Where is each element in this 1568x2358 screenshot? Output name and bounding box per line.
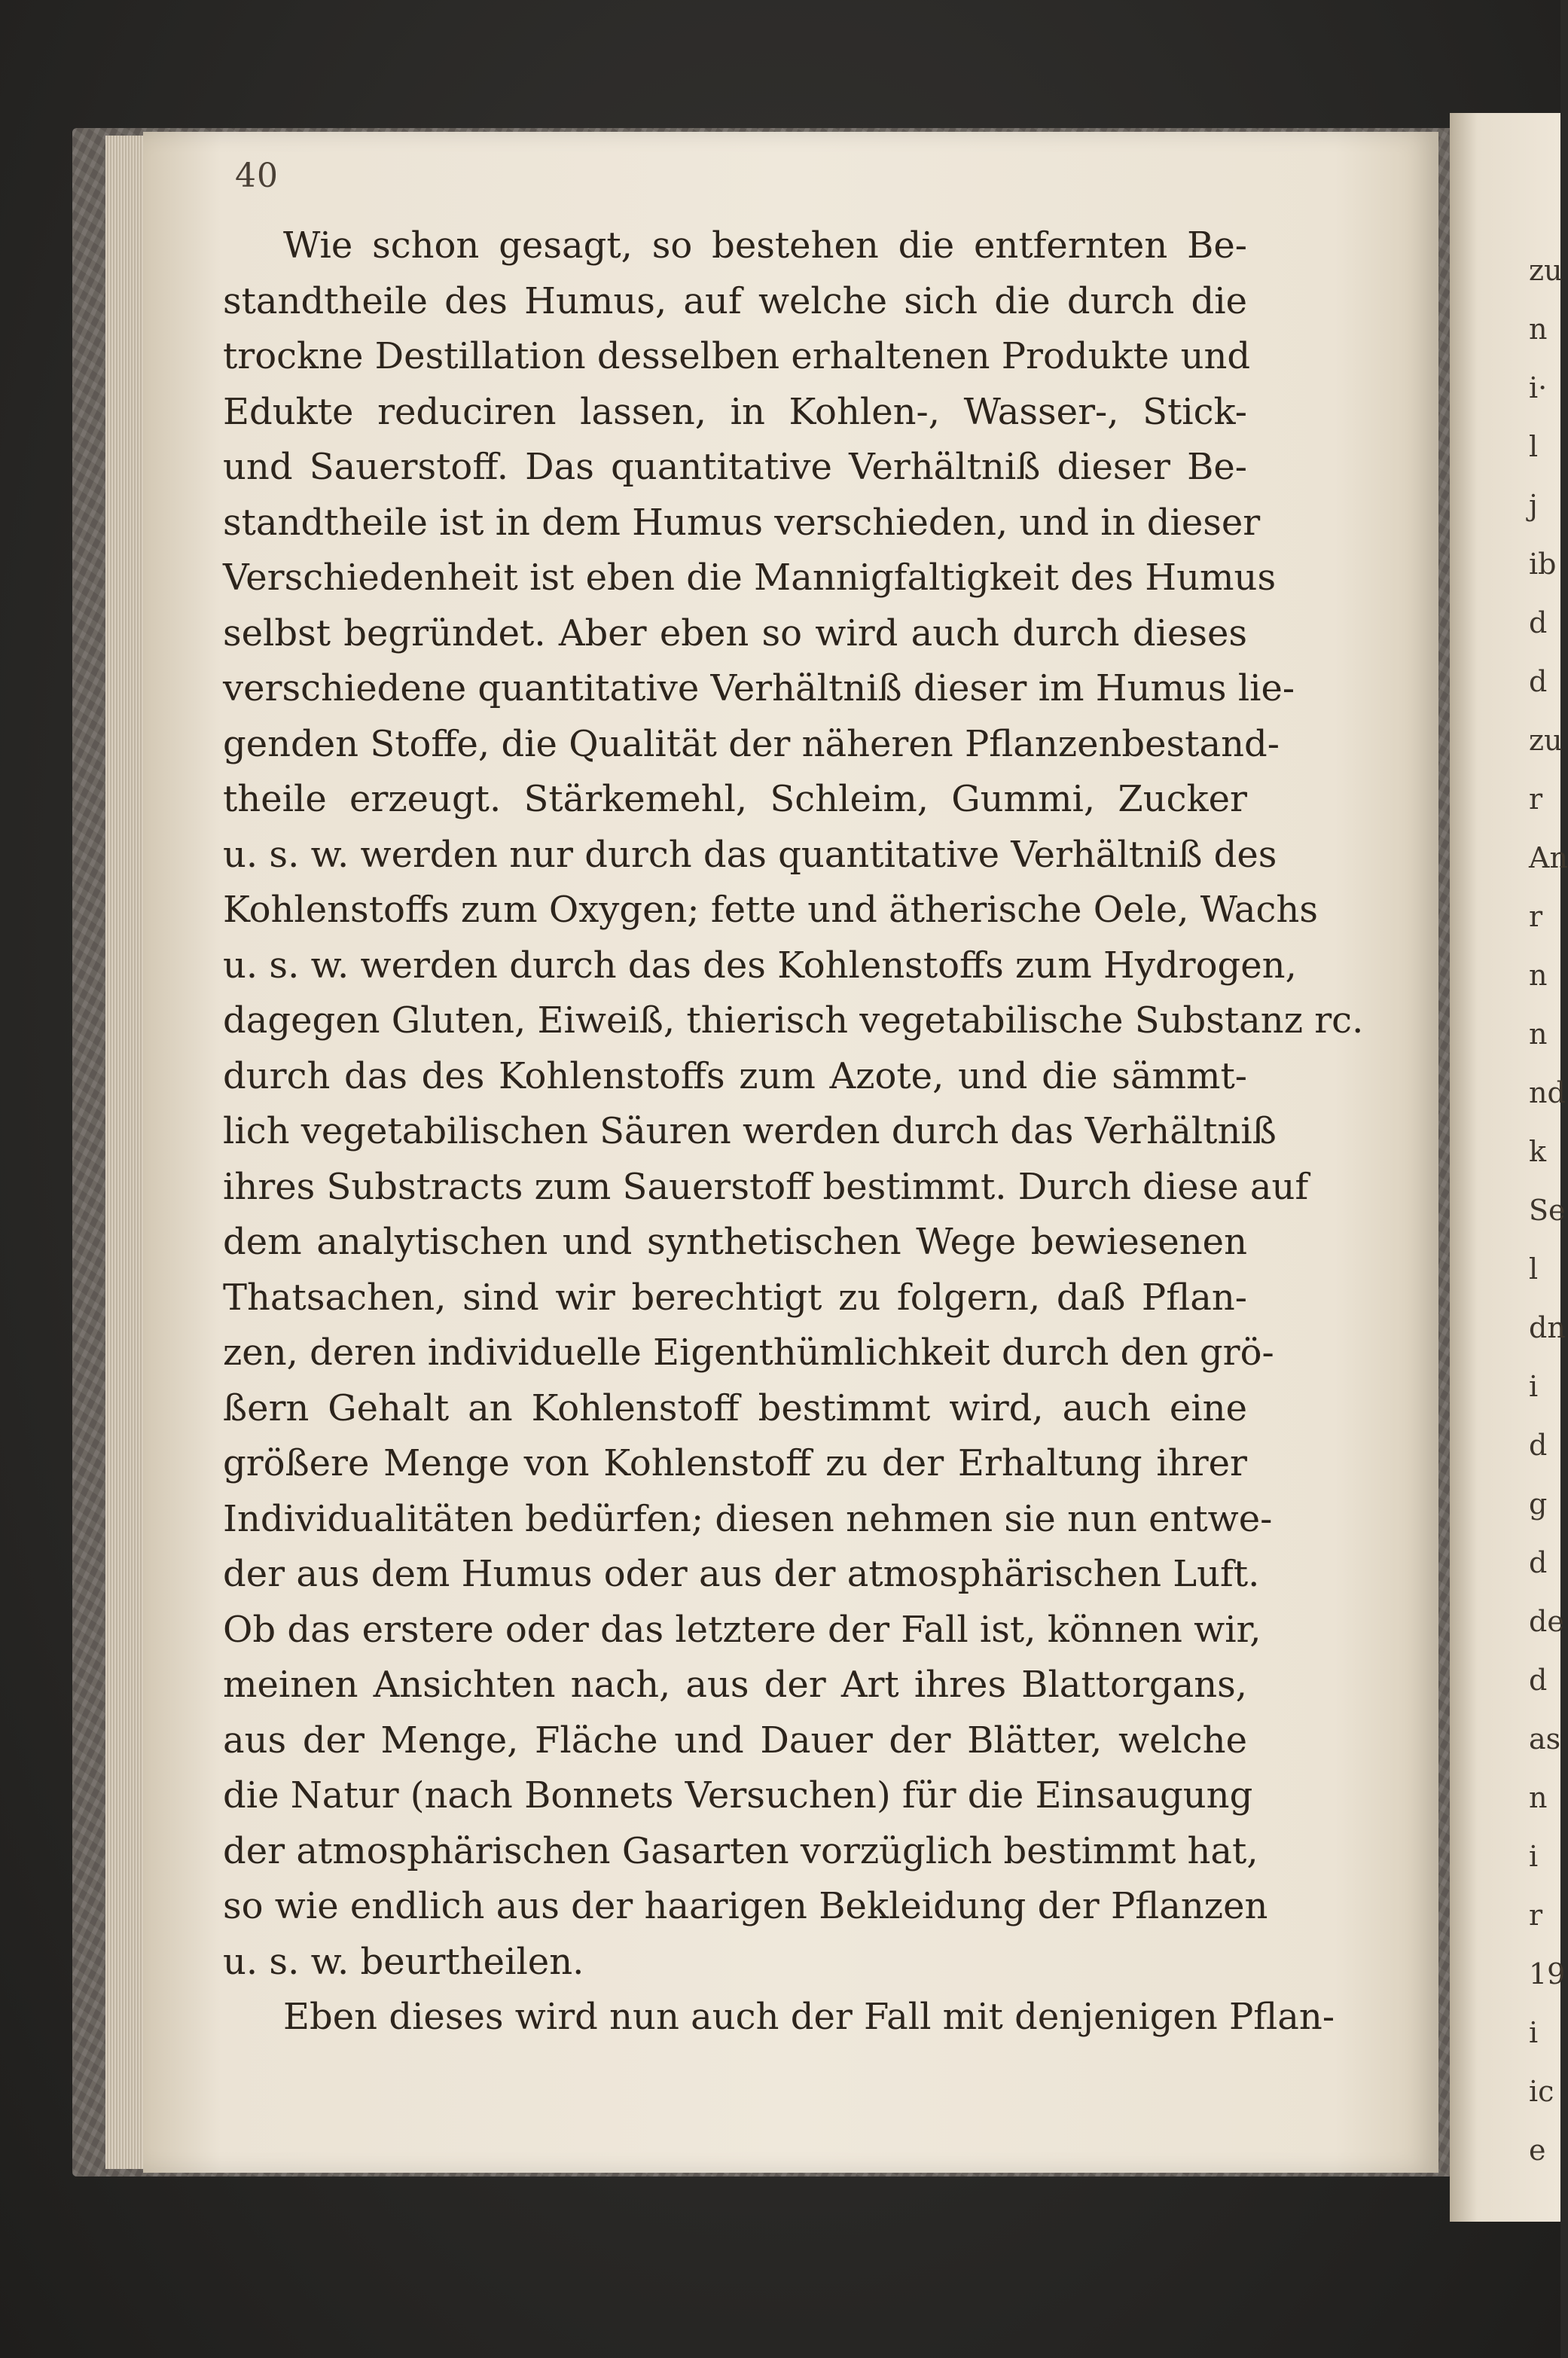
facing-page-fragment: d <box>1529 665 1548 698</box>
text-line: so wie endlich aus der haarigen Bekleidung der Pflanzen <box>223 1885 1268 1927</box>
text-line: ßern Gehalt an Kohlenstoff bestimmt wird, auch eine <box>223 1386 1247 1429</box>
facing-page-fragment: l <box>1529 430 1539 463</box>
facing-page-fragment: k <box>1529 1135 1547 1168</box>
text-line: u. s. w. werden nur durch das quantitative Verhältniß des <box>223 833 1277 876</box>
facing-page-fragment: zu <box>1529 254 1563 287</box>
text-line: Individualitäten bedürfen; diesen nehmen sie nun entwe- <box>223 1497 1273 1540</box>
text-line: meinen Ansichten nach, aus der Art ihres Blattorgans, <box>223 1664 1247 1706</box>
facing-page-fragment: r <box>1529 782 1543 816</box>
text-line: aus der Menge, Fläche und Dauer der Blätter, welche <box>223 1719 1247 1762</box>
text-line: standtheile ist in dem Humus verschieden, und in dieser <box>223 501 1261 544</box>
facing-page-fragment: r <box>1529 900 1543 933</box>
facing-page-fragment: n <box>1529 1017 1548 1051</box>
facing-page-fragment: n <box>1529 959 1548 992</box>
text-line: selbst begründet. Aber eben so wird auch durch dieses <box>223 612 1247 654</box>
facing-page-fragment: n <box>1529 313 1548 346</box>
facing-page-fragment: de <box>1529 1605 1564 1638</box>
facing-page-fragment: g <box>1529 1487 1548 1521</box>
page-number: 40 <box>235 157 279 195</box>
facing-page-fragment: n <box>1529 1781 1548 1814</box>
facing-page-fragment: d <box>1529 1546 1548 1579</box>
text-line: dem analytischen und synthetischen Wege bewiesenen <box>223 1221 1247 1263</box>
text-line: verschiedene quantitative Verhältniß dieser im Humus lie- <box>223 667 1295 709</box>
page-body-text <box>223 218 1364 2045</box>
facing-page-fragment: j <box>1529 489 1538 522</box>
text-line: Wie schon gesagt, so bestehen die entfernten Be- <box>283 224 1247 267</box>
facing-page-fragment: i <box>1529 1840 1539 1873</box>
text-line: u. s. w. beurtheilen. <box>223 1940 584 1983</box>
facing-page-fragment: d <box>1529 1664 1548 1697</box>
text-line: Kohlenstoffs zum Oxygen; fette und ätherische Oele, Wachs <box>223 889 1318 931</box>
text-line: Ob das erstere oder das letztere der Fall ist, können wir, <box>223 1608 1261 1651</box>
text-line: trockne Destillation desselben erhaltenen Produkte und <box>223 335 1251 377</box>
text-line: und Sauerstoff. Das quantitative Verhältniß dieser Be- <box>223 446 1247 488</box>
text-line: die Natur (nach Bonnets Versuchen) für die Einsaugung <box>223 1774 1253 1817</box>
text-line: der aus dem Humus oder aus der atmosphärischen Luft. <box>223 1553 1260 1595</box>
facing-page-fragment: e <box>1529 2134 1546 2167</box>
facing-page-fragment: as <box>1529 1722 1561 1756</box>
facing-page-fragment: 19 <box>1529 1957 1566 1990</box>
text-line: genden Stoffe, die Qualität der näheren Pflanzenbestand- <box>223 722 1280 765</box>
text-line: ihres Substracts zum Sauerstoff bestimmt. Durch diese auf <box>223 1165 1309 1208</box>
facing-page-fragment: dn <box>1529 1311 1566 1344</box>
facing-page-fragment: r <box>1529 1899 1543 1932</box>
facing-page-fragment: ib <box>1529 548 1557 581</box>
facing-page-fragment: ic <box>1529 2075 1554 2108</box>
facing-page-fragment: i <box>1529 2016 1539 2049</box>
text-line: zen, deren individuelle Eigenthümlichkeit durch den grö- <box>223 1332 1274 1374</box>
text-line: Eben dieses wird nun auch der Fall mit denjenigen Pflan- <box>283 1996 1335 2038</box>
text-line: Edukte reduciren lassen, in Kohlen-, Wasser-, Stick- <box>223 390 1247 433</box>
text-line: standtheile des Humus, auf welche sich die durch die <box>223 279 1247 322</box>
facing-page-fragment: An <box>1529 841 1568 874</box>
facing-page-fragment: nd <box>1529 1076 1566 1109</box>
text-line: größere Menge von Kohlenstoff zu der Erhaltung ihrer <box>223 1442 1247 1484</box>
text-line: theile erzeugt. Stärkemehl, Schleim, Gummi, Zucker <box>223 778 1247 820</box>
text-line: durch das des Kohlenstoffs zum Azote, und die sämmt- <box>223 1054 1247 1097</box>
text-line: der atmosphärischen Gasarten vorzüglich bestimmt hat, <box>223 1829 1258 1872</box>
facing-page-fragment: d <box>1529 606 1548 639</box>
text-line: Verschiedenheit ist eben die Mannigfaltigkeit des Humus <box>223 557 1277 599</box>
facing-page-fragment: i· <box>1529 371 1548 404</box>
facing-page-fragment: d <box>1529 1429 1548 1462</box>
facing-page-fragment: Se <box>1529 1194 1566 1227</box>
facing-page-fragment: i <box>1529 1370 1539 1403</box>
text-line: u. s. w. werden durch das des Kohlenstoffs zum Hydrogen, <box>223 944 1297 987</box>
facing-page-fragment: l <box>1529 1252 1539 1286</box>
text-line: lich vegetabilischen Säuren werden durch das Verhältniß <box>223 1110 1277 1152</box>
text-line: dagegen Gluten, Eiweiß, thierisch vegetabilische Substanz rc. <box>223 999 1364 1042</box>
facing-page-fragment: zu <box>1529 724 1563 757</box>
text-line: Thatsachen, sind wir berechtigt zu folgern, daß Pflan- <box>223 1276 1247 1319</box>
